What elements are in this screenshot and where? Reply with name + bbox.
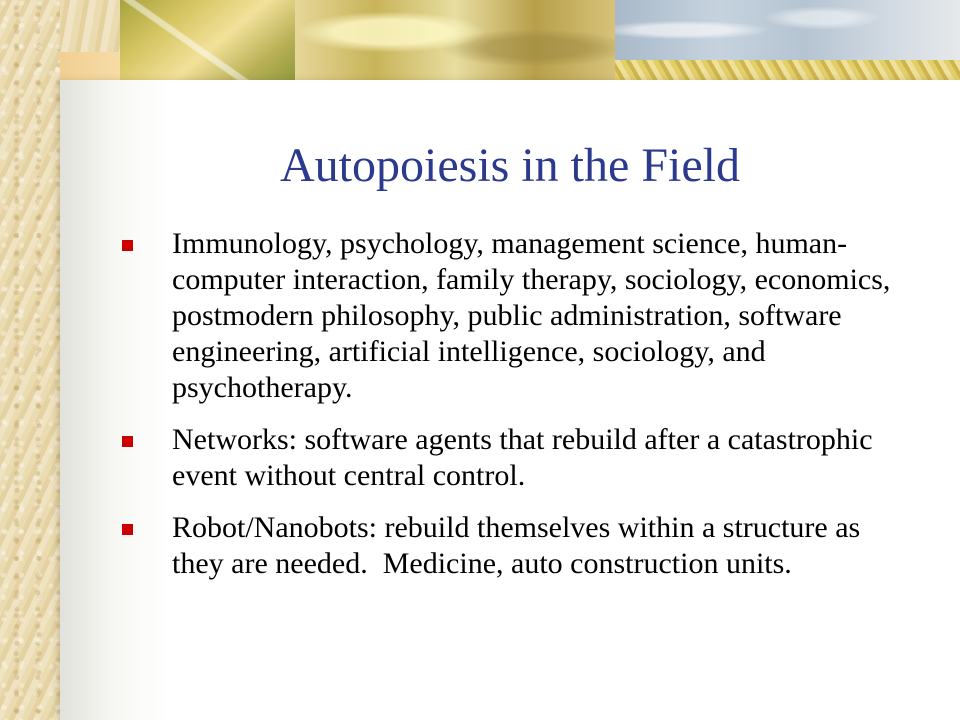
- bullet-item: [122, 510, 912, 582]
- bullet-text: Robot/Nanobots: rebuild themselves within a structure as they are needed. Medicine, auto construction units.: [172, 511, 868, 580]
- bullet-item: [122, 226, 912, 406]
- bullet-text: Immunology, psychology, management science, human-computer interaction, family therapy, sociology, economics, postmodern philosophy, public administration, software engineering, artificial intelligence, sociology, and psychotherapy.: [172, 227, 891, 404]
- bullet-list: [122, 226, 912, 598]
- bullet-item: [122, 422, 912, 494]
- parchment-side-strip: [0, 0, 60, 720]
- slide-title: Autopoiesis in the Field: [280, 139, 740, 192]
- decorative-leaf-image: [120, 0, 295, 80]
- decorative-grass-image: [615, 60, 960, 80]
- square-bullet-icon: [122, 524, 133, 535]
- bullet-text: Networks: software agents that rebuild after a catastrophic event without central control.: [172, 423, 873, 492]
- decorative-sky-image: [615, 0, 960, 60]
- square-bullet-icon: [122, 240, 133, 251]
- decorative-foliage-image: [295, 0, 615, 80]
- square-bullet-icon: [122, 436, 133, 447]
